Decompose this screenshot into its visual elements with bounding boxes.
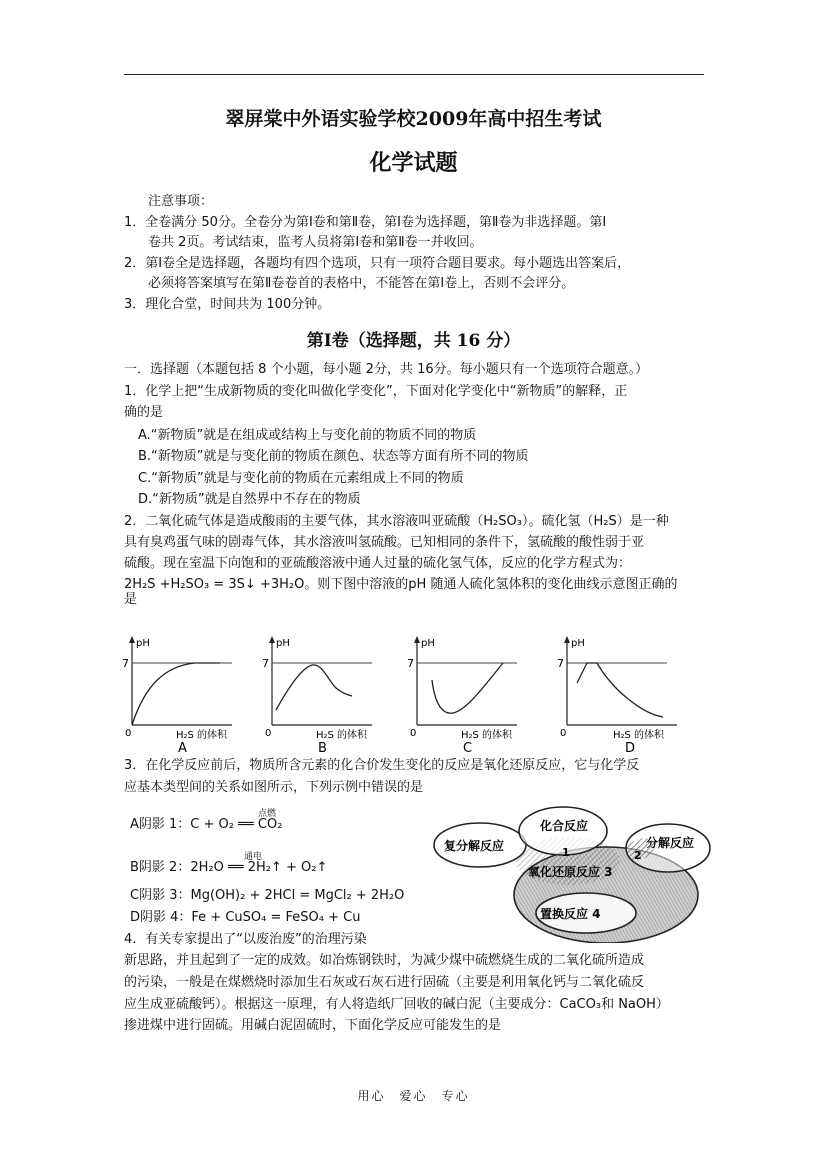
header-rule bbox=[124, 74, 704, 75]
x-axis-label: H₂S 的体积 bbox=[316, 730, 368, 741]
section-title: 第Ⅰ卷（选择题，共 16 分） bbox=[306, 331, 521, 351]
school-title: 翠屏棠中外语实验学校2009年高中招生考试 bbox=[225, 108, 602, 130]
y-axis-label: pH bbox=[136, 638, 150, 649]
q3-stem: 应基本类型间的关系如图所示，下列示例中错误的是 bbox=[124, 780, 424, 795]
graph-label: D bbox=[625, 741, 636, 754]
x-axis-label: H₂S 的体积 bbox=[613, 730, 665, 741]
notice-line: 1．全卷满分 50分。全卷分为第Ⅰ卷和第Ⅱ卷，第Ⅰ卷为选择题，第Ⅱ卷为非选择题。第Ⅰ bbox=[124, 215, 607, 230]
graph-label: B bbox=[318, 741, 327, 754]
q1-stem: 1．化学上把“生成新物质的变化叫做化学变化”，下面对化学变化中“新物质”的解释，正 bbox=[124, 384, 628, 399]
displacement-label: 置换反应 4 bbox=[540, 907, 601, 921]
reaction-condition: 点燃 bbox=[258, 809, 277, 819]
redox-label: 氧化还原反应 3 bbox=[528, 865, 613, 879]
page-footer: 用心 爱心 专心 bbox=[357, 1089, 470, 1103]
x-axis-label: H₂S 的体积 bbox=[176, 730, 228, 741]
q3-option-b: B阴影 2：2H₂O ══ 2H₂↑ + O₂↑ bbox=[130, 860, 328, 875]
graph-label: A bbox=[178, 741, 187, 754]
q2-stem: 是 bbox=[124, 592, 138, 607]
notice-line: 卷共 2页。考试结束，监考人员将第Ⅰ卷和第Ⅱ卷一并收回。 bbox=[148, 235, 483, 250]
ph-graph-b bbox=[260, 630, 380, 758]
reaction-condition: 通电 bbox=[244, 852, 263, 862]
origin-label: 0 bbox=[265, 728, 272, 739]
x-axis-label: H₂S 的体积 bbox=[461, 730, 513, 741]
q1-option-b: B.“新物质”就是与变化前的物质在颜色、状态等方面有所不同的物质 bbox=[138, 449, 529, 464]
y-tick-label: 7 bbox=[122, 657, 129, 670]
y-axis-label: pH bbox=[571, 638, 585, 649]
notice-line: 2．第Ⅰ卷全是选择题，各题均有四个选项，只有一项符合题目要求。每小题选出答案后， bbox=[124, 256, 631, 271]
q4-stem: 的污染，一般是在煤燃烧时添加生石灰或石灰石进行固硫（主要是利用氧化钙与二氧化硫反 bbox=[124, 975, 645, 990]
y-axis-label: pH bbox=[276, 638, 290, 649]
double-decomposition-label: 复分解反应 bbox=[444, 839, 505, 853]
notice-heading: 注意事项： bbox=[148, 194, 214, 209]
ph-graph-d bbox=[555, 630, 685, 758]
region-number: 2 bbox=[634, 849, 642, 862]
section-intro: 一．选择题（本题包括 8 个小题，每小题 2分，共 16分。每小题只有一个选项符合题意。） bbox=[124, 362, 649, 377]
q3-option-c: C阴影 3：Mg(OH)₂ + 2HCl = MgCl₂ + 2H₂O bbox=[130, 888, 405, 903]
q2-stem: 具有臭鸡蛋气味的剧毒气体，其水溶液叫氢硫酸。已知相同的条件下，氢硫酸的酸性弱于亚 bbox=[124, 535, 645, 550]
q1-option-a: A.“新物质”就是在组成或结构上与变化前的物质不同的物质 bbox=[138, 428, 477, 443]
q3-option-d: D阴影 4：Fe + CuSO₄ = FeSO₄ + Cu bbox=[130, 910, 361, 925]
region-number: 1 bbox=[562, 846, 570, 859]
decomposition-label: 分解反应 bbox=[646, 836, 695, 850]
graph-label: C bbox=[463, 741, 473, 754]
subject-title: 化学试题 bbox=[369, 150, 458, 176]
reaction-type-diagram bbox=[428, 803, 712, 947]
y-tick-label: 7 bbox=[557, 657, 564, 670]
y-tick-label: 7 bbox=[262, 657, 269, 670]
q2-stem: 2．二氧化硫气体是造成酸雨的主要气体，其水溶液叫亚硫酸（H₂SO₃）。硫化氢（H₂S）是一种 bbox=[124, 514, 669, 529]
y-axis-label: pH bbox=[421, 638, 435, 649]
q2-stem: 2H₂S +H₂SO₃ = 3S↓ +3H₂O。则下图中溶液的pH 随通人硫化氢体积的变化曲线示意图正确的 bbox=[124, 577, 678, 592]
q1-stem: 确的是 bbox=[124, 405, 164, 420]
q2-stem: 硫酸。现在室温下向饱和的亚硫酸溶液中通人过量的硫化氢气体，反应的化学方程式为： bbox=[124, 556, 632, 571]
notice-line: 3．理化合堂，时间共为 100分钟。 bbox=[124, 297, 331, 312]
origin-label: 0 bbox=[125, 728, 132, 739]
notice-line: 必须将答案填写在第Ⅱ卷卷首的表格中，不能答在第Ⅰ卷上，否则不会评分。 bbox=[148, 276, 575, 291]
q1-option-c: C.“新物质”就是与变化前的物质在元素组成上不同的物质 bbox=[138, 471, 464, 486]
q4-stem: 应生成亚硫酸钙）。根据这一原理，有人将造纸厂回收的碱白泥（主要成分：CaCO₃和 NaOH） bbox=[124, 997, 669, 1012]
q1-option-d: D.“新物质”就是自然界中不存在的物质 bbox=[138, 492, 361, 507]
origin-label: 0 bbox=[560, 728, 567, 739]
combination-label: 化合反应 bbox=[540, 819, 589, 833]
y-tick-label: 7 bbox=[407, 657, 414, 670]
q4-stem: 掺进煤中进行固硫。用碱白泥固硫时，下面化学反应可能发生的是 bbox=[124, 1018, 502, 1033]
q3-stem: 3．在化学反应前后，物质所含元素的化合价发生变化的反应是氧化还原反应，它与化学反 bbox=[124, 758, 640, 773]
q3-option-a: A阴影 1：C + O₂ ══ CO₂ bbox=[130, 817, 283, 832]
origin-label: 0 bbox=[410, 728, 417, 739]
ph-graph-c bbox=[405, 630, 525, 758]
ph-graph-a bbox=[120, 630, 240, 758]
q4-stem: 4．有关专家提出了“以废治废”的治理污染 bbox=[124, 932, 367, 947]
q4-stem: 新思路，并且起到了一定的成效。如冶炼钢铁时，为减少煤中硫燃烧生成的二氧化硫所造成 bbox=[124, 953, 645, 968]
